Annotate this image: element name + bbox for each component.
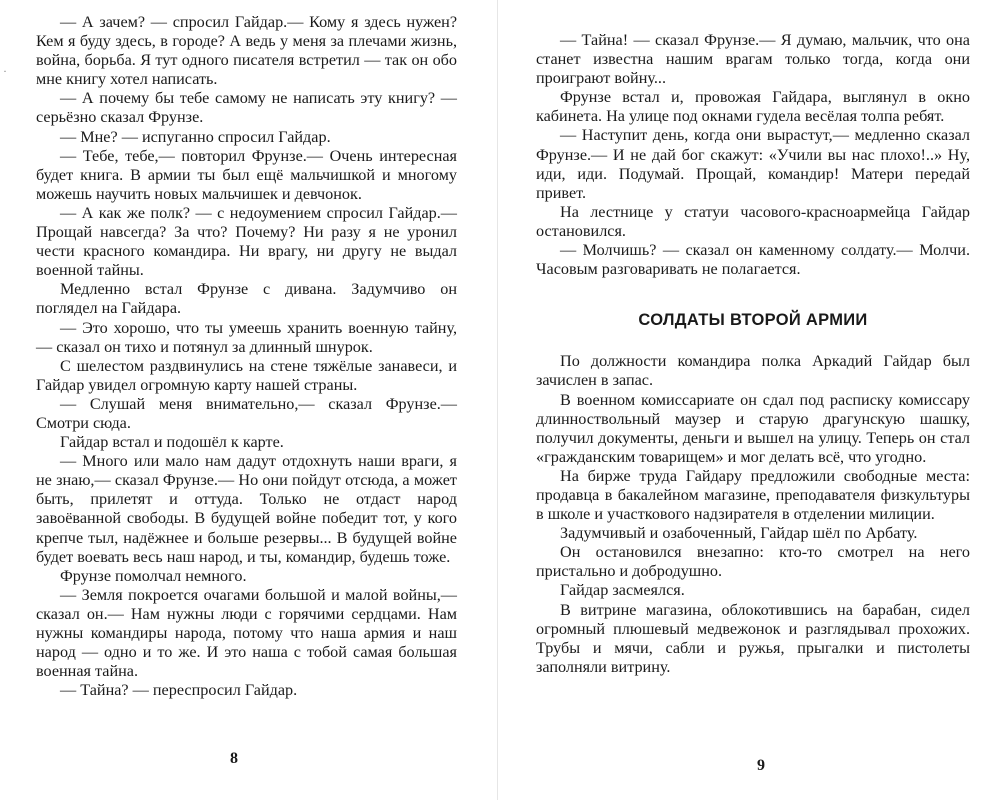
paragraph: На лестнице у статуи часового-красноармейца Гайдар остановился. [536,202,970,240]
paragraph: Гайдар засмеялся. [560,581,685,600]
paragraph: В военном комиссариате он сдал под расписку комиссару длинноствольный маузер и старую драгунскую шашку, получил документы, деньги и вышел на улицу. Теперь он стал «гражданским товарищем» и мог делать всё, что угодно. [536,390,970,466]
paragraph: — Слушай меня внимательно,— сказал Фрунзе.— Смотри сюда. [36,394,457,432]
paragraph: — Молчишь? — сказал он каменному солдату.— Молчи. Часовым разговаривать не полагается. [536,241,970,279]
right-page-text [536,31,970,677]
paragraph: Медленно встал Фрунзе с дивана. Задумчиво он поглядел на Гайдара. [36,280,457,318]
paragraph: С шелестом раздвинулись на стене тяжёлые занавеси, и Гайдар увидел огромную карту нашей страны. [36,356,457,394]
margin-mark: · [3,64,7,78]
paragraph: — Много или мало нам дадут отдохнуть наши враги, я не знаю,— сказал Фрунзе.— Но они пойдут отсюда, а может быть, прилетят и оттуда. Только не отдаст народ завоёванной свободы. В будущей войне победит тот, у кого крепче тыл, надёжнее и больше резервы... В будущей войне будет воевать весь наш народ, и ты, командир, будешь тоже. [36,452,457,566]
paragraph: Задумчивый и озабоченный, Гайдар шёл по Арбату. [560,524,918,543]
paragraph: Фрунзе встал и, провожая Гайдара, выглянул в окно кабинета. На улице под окнами гудела весёлая толпа ребят. [536,88,970,126]
paragraph: Он остановился внезапно: кто-то смотрел на него пристально и добродушно. [536,543,970,581]
paragraph: — А зачем? — спросил Гайдар.— Кому я здесь нужен? Кем я буду здесь, в городе? А ведь у меня за плечами жизнь, война, борьба. Я тут одного писателя встретил — так он обо мне книгу хотел написать. [36,13,457,89]
paragraph: — Это хорошо, что ты умеешь хранить военную тайну,— сказал он тихо и потянул за длинный шнурок. [36,318,457,356]
paragraph: На бирже труда Гайдару предложили свободные места: продавца в бакалейном магазине, преподавателя физкультуры в школе и участкового надзирателя в отделении милиции. [536,466,970,524]
page-number-right: 9 [757,757,765,774]
paragraph: — Мне? — испуганно спросил Гайдар. [60,127,331,146]
left-page [0,0,498,800]
paragraph: Гайдар встал и подошёл к карте. [60,433,284,452]
left-page-text [36,13,457,700]
chapter-title: СОЛДАТЫ ВТОРОЙ АРМИИ [638,311,868,330]
paragraph: В витрине магазина, облокотившись на барабан, сидел огромный плюшевый медвежонок и разглядывал прохожих. Трубы и мячи, сабли и ружья, прыгалки и пистолеты заполняли витрину. [536,600,970,676]
paragraph: — Тайна? — переспросил Гайдар. [60,681,298,700]
paragraph: — А как же полк? — с недоумением спросил Гайдар.— Прощай навсегда? За что? Почему? Ни разу я не уронил чести красного командира. Ни врагу, ни другу не выдал военной тайны. [36,203,457,280]
paragraph: — Земля покроется очагами большой и малой войны,— сказал он.— Нам нужны люди с горячими сердцами. Нам нужны командиры народа, потому что наша армия и наш народ — одно и то же. И это наша с тобой самая большая военная тайна. [36,585,457,681]
paragraph: — А почему бы тебе самому не написать эту книгу? — серьёзно сказал Фрунзе. [36,89,457,127]
page-number-left: 8 [230,750,238,767]
paragraph: — Тайна! — сказал Фрунзе.— Я думаю, мальчик, что она станет известна нашим врагам только тогда, когда они проиграют войну... [536,31,970,88]
paragraph: Фрунзе помолчал немного. [60,566,247,585]
right-page [498,0,998,800]
paragraph: По должности командира полка Аркадий Гайдар был зачислен в запас. [536,352,970,390]
paragraph: — Тебе, тебе,— повторил Фрунзе.— Очень интересная будет книга. В армии ты был ещё мальчишкой и многому можешь научить новых мальчишек и девчонок. [36,146,457,203]
paragraph: — Наступит день, когда они вырастут,— медленно сказал Фрунзе.— И не дай бог скажут: «Учили вы нас плохо!..» Ну, иди, иди. Подумай. Прощай, командир! Матери передай привет. [536,126,970,202]
